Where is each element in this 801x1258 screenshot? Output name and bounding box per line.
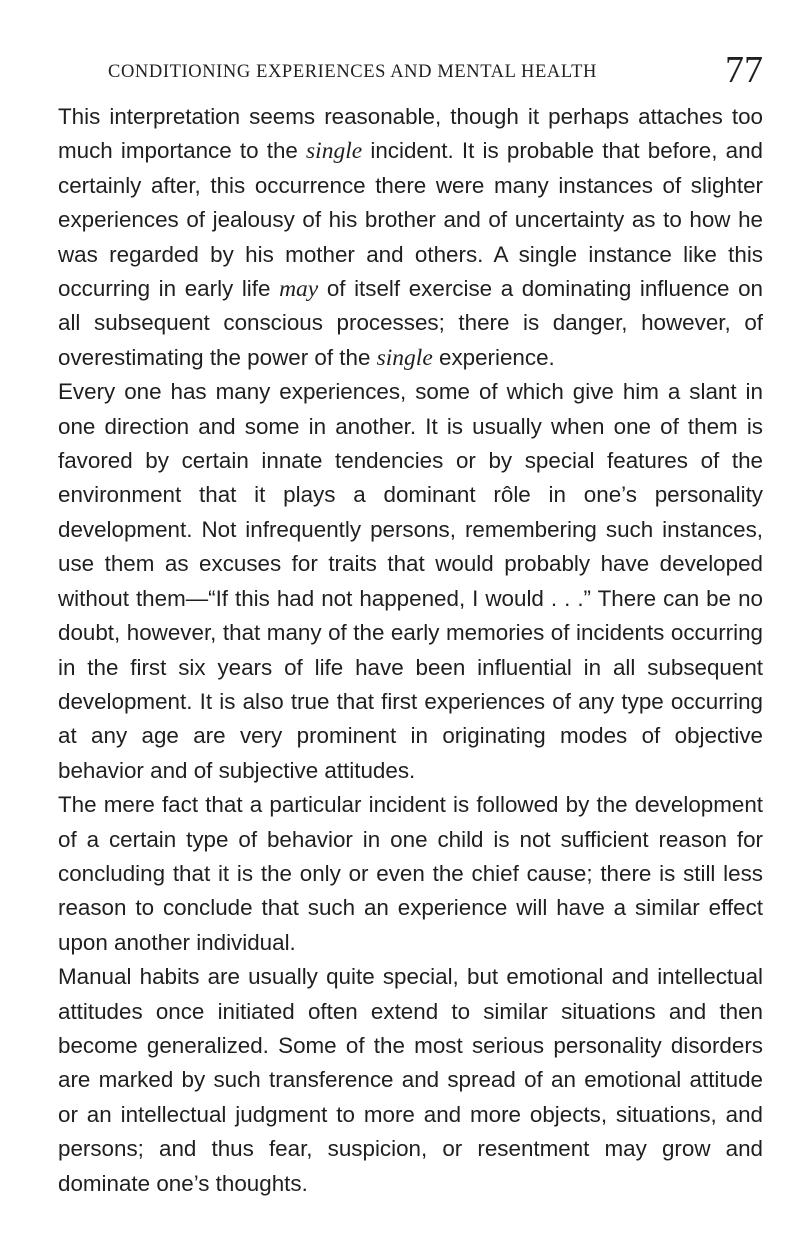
- text-run: The mere fact that a particular incident is followed by the development of a certain type of behavior in one child is not sufficient reason for concluding that it is the only or even the chief cause; there is still less reason to conclude that such an experience will have a similar effect upon another individual.: [58, 792, 763, 955]
- body-text: [58, 100, 763, 1201]
- text-run: Every one has many experiences, some of which give him a slant in one direction and some in another. It is usually when one of them is favored by certain innate tendencies or by special features of the environment that it plays a dominant rôle in one’s personality development. Not infrequently persons, remembering such instances, use them as excuses for traits that would probably have developed without them—“If this had not happened, I would . . .” There can be no doubt, however, that many of the early memories of incidents occurring in the first six years of life have been influential in all subsequent development. It is also true that first experiences of any type occurring at any age are very prominent in originating modes of objective behavior and of subjective attitudes.: [58, 379, 763, 783]
- text-run: Manual habits are usually quite special, but emotional and intellectual attitudes once initiated often extend to similar situations and then become generalized. Some of the most serious personality disorders are marked by such transference and spread of an emotional attitude or an intellectual judgment to more and more objects, situations, and persons; and thus fear, suspicion, or resentment may grow and dominate one’s thoughts.: [58, 964, 763, 1196]
- text-run: experience.: [432, 344, 555, 370]
- paragraph: [58, 375, 763, 788]
- italic-text: single: [376, 344, 433, 371]
- paragraph: [58, 960, 763, 1201]
- paragraph: [58, 100, 763, 375]
- text-run: incident. It is probable that before, and certainly after, this occurrence there were many instances of slighter experiences of jealousy of his brother and of uncertainty as to how he was regarded by his mother and others. A single instance like this occurring in early life: [58, 138, 763, 302]
- running-head: [58, 44, 763, 100]
- paragraph: [58, 788, 763, 960]
- book-page: [58, 44, 763, 1201]
- running-title: CONDITIONING EXPERIENCES AND MENTAL HEALTH: [108, 62, 597, 82]
- text-run: This interpretation seems reasonable, though it perhaps attaches too much importance to the: [58, 104, 763, 164]
- italic-text: may: [279, 276, 319, 303]
- italic-text: single: [306, 138, 363, 165]
- text-run: of itself exercise a dominating influence on all subsequent conscious processes; there is danger, however, of overestimating the power of the: [58, 276, 763, 370]
- page-number: 77: [725, 49, 763, 91]
